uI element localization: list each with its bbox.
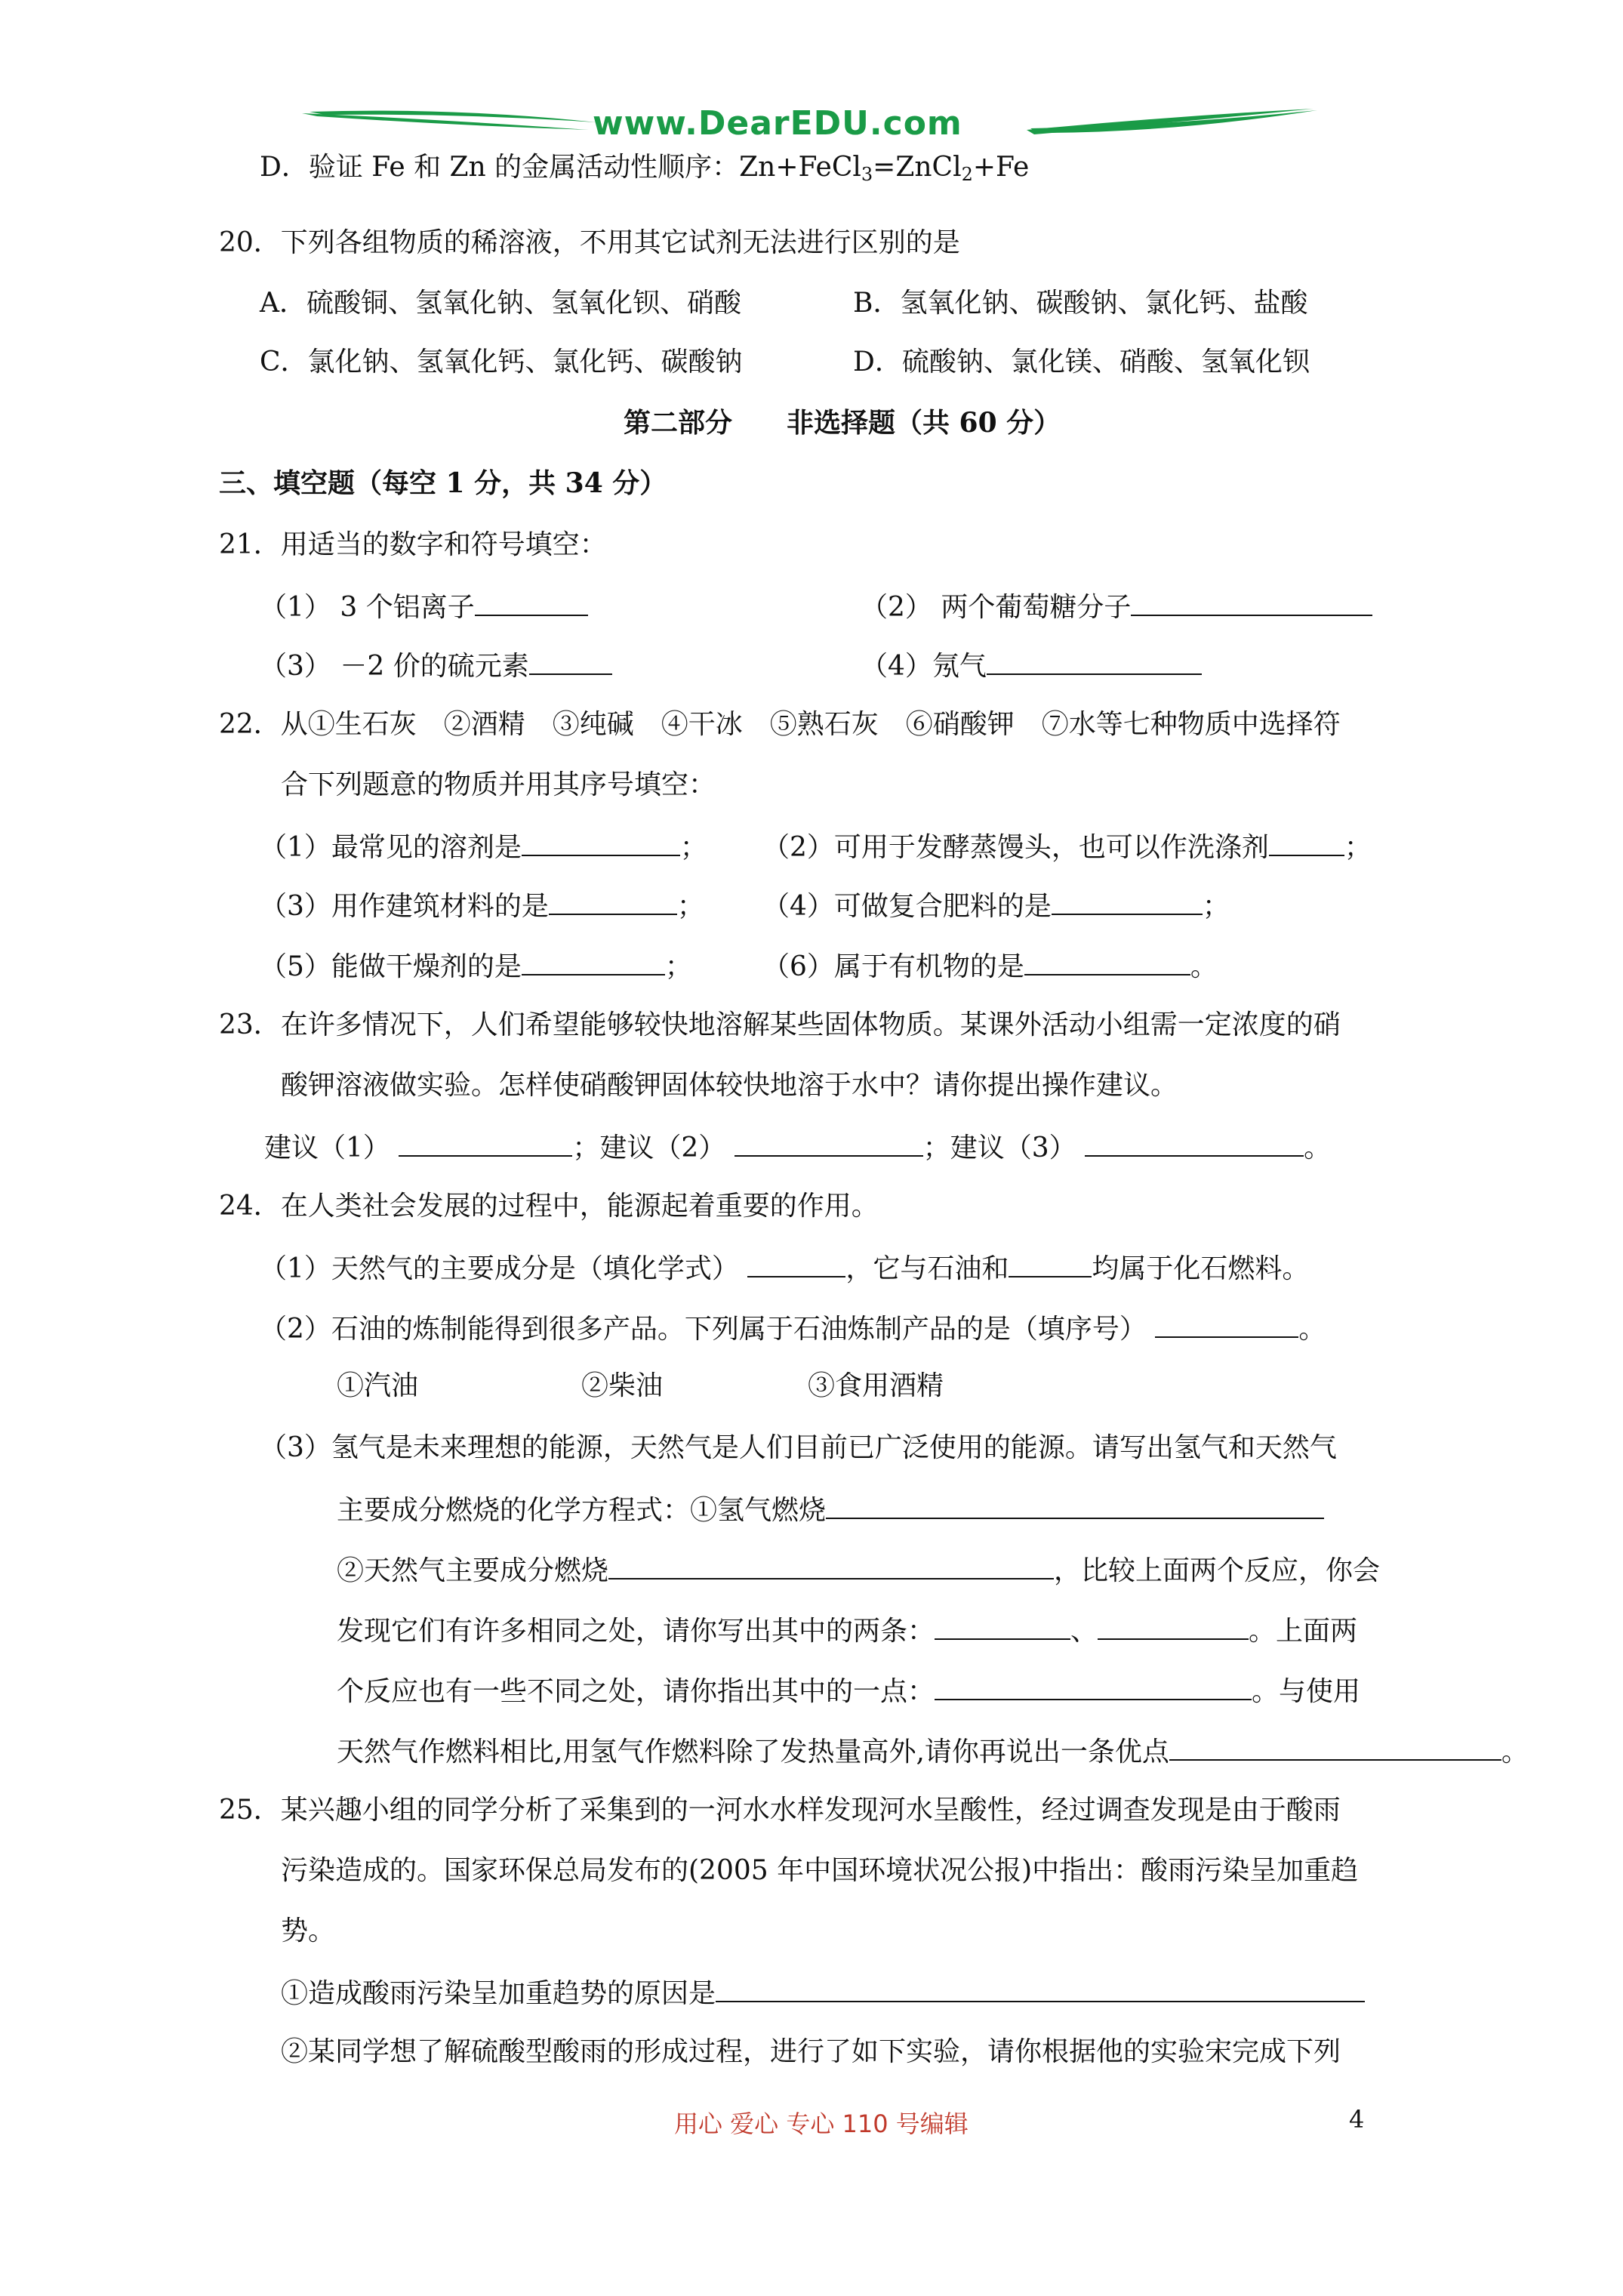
q22-p4-semi: ； — [1202, 891, 1230, 922]
q24-stem: 24．在人类社会发展的过程中，能源起着重要的作用。 — [219, 1191, 879, 1222]
q24-p3-line4b: 、 — [1070, 1616, 1098, 1647]
q21-part1 — [260, 589, 588, 624]
q24-part1 — [260, 1250, 1309, 1286]
q22-p2-label: （2）可用于发酵蒸馒头，也可以作洗涤剂 — [762, 832, 1269, 863]
q22-p5-semi: ； — [664, 951, 692, 982]
section-three-title: 三、填空题（每空 1 分，共 34 分） — [219, 467, 667, 499]
q22-part2 — [762, 829, 1372, 864]
q22-p6-period: 。 — [1190, 951, 1218, 982]
part-two-title: 第二部分 非选择题（共 60 分） — [624, 407, 1061, 439]
q19d-sub1: 3 — [861, 164, 873, 185]
q22-p4-label: （4）可做复合肥料的是 — [762, 891, 1052, 922]
q24-methane-equation-blank[interactable] — [608, 1552, 1054, 1579]
q23-line1: 23．在许多情况下，人们希望能够较快地溶解某些固体物质。某课外活动小组需一定浓度的硝 — [219, 1009, 1341, 1040]
q23-s2-blank[interactable] — [735, 1130, 923, 1157]
q21-part4 — [861, 648, 1202, 683]
q23-s3-label: ；建议（3） — [922, 1133, 1076, 1163]
q24-part3-line4 — [337, 1613, 1357, 1648]
q22-p2-blank[interactable] — [1269, 829, 1344, 856]
q24-part3-line1: （3）氢气是未来理想的能源，天然气是人们目前已广泛使用的能源。请写出氢气和天然气 — [260, 1432, 1337, 1463]
q23-s3-blank[interactable] — [1085, 1130, 1304, 1157]
q20-stem: 20．下列各组物质的稀溶液，不用其它试剂无法进行区别的是 — [219, 227, 960, 258]
q24-p3-line3a: ②天然气主要成分燃烧 — [337, 1555, 609, 1586]
q22-p5-blank[interactable] — [522, 948, 665, 975]
q20-option-c: C．氯化钠、氢氧化钙、氯化钙、碳酸钠 — [260, 347, 743, 378]
q24-p2-blank[interactable] — [1155, 1311, 1298, 1338]
q21-part3 — [260, 648, 612, 683]
q22-p3-blank[interactable] — [549, 888, 677, 915]
q22-part4 — [762, 888, 1230, 923]
q23-suggestions — [264, 1130, 1331, 1165]
q24-p3-line3b: ，比较上面两个反应，你会 — [1054, 1555, 1381, 1586]
q24-p3-period: 。 — [1501, 1737, 1529, 1767]
q24-p1-blank2[interactable] — [1009, 1250, 1092, 1277]
q21-p1-label: （1） 3 个铝离子 — [260, 592, 475, 623]
q22-stem-line2: 合下列题意的物质并用其序号填空： — [281, 769, 716, 800]
q22-p4-blank[interactable] — [1052, 888, 1203, 915]
q24-option-1: ①汽油 — [337, 1370, 419, 1401]
q25-q1-blank[interactable] — [716, 1975, 1365, 2002]
q22-part3 — [260, 888, 704, 923]
q19d-sub2: 2 — [961, 164, 973, 185]
q24-similarity-blank-2[interactable] — [1098, 1613, 1249, 1640]
q22-part6 — [762, 948, 1218, 984]
q23-s1-blank[interactable] — [399, 1130, 572, 1157]
q24-advantage-blank[interactable] — [1169, 1734, 1501, 1761]
q22-p1-semi: ； — [679, 832, 707, 863]
q25-line3: 势。 — [281, 1915, 336, 1946]
q24-p3-line4c: 。上面两 — [1249, 1616, 1358, 1647]
q21-p1-blank[interactable] — [475, 589, 588, 616]
q24-p3-line5b: 。与使用 — [1252, 1676, 1361, 1707]
q21-p3-label: （3） －2 价的硫元素 — [260, 651, 529, 682]
q20-option-b: B．氢氧化钠、碳酸钠、氯化钙、盐酸 — [853, 288, 1308, 319]
q24-part3-line6 — [337, 1734, 1529, 1769]
page-number: 4 — [1349, 2105, 1365, 2134]
q24-p3-line6-text: 天然气作燃料相比,用氢气作燃料除了发热量高外,请你再说出一条优点 — [337, 1737, 1169, 1767]
q22-p6-blank[interactable] — [1024, 948, 1190, 975]
q21-stem: 21．用适当的数字和符号填空： — [219, 529, 607, 560]
q24-part3-line5 — [337, 1673, 1360, 1709]
site-logo-text: www.DearEDU.com — [593, 104, 962, 143]
q25-question2: ②某同学想了解硫酸型酸雨的形成过程，进行了如下实验，请你根据他的实验宋完成下列 — [281, 2036, 1341, 2067]
q21-p4-blank[interactable] — [987, 648, 1202, 675]
q22-part1 — [260, 829, 707, 864]
q23-s2-label: ；建议（2） — [572, 1133, 726, 1163]
q25-q1-text: ①造成酸雨污染呈加重趋势的原因是 — [281, 1978, 716, 2009]
q21-p4-label: （4）氖气 — [861, 651, 987, 682]
site-header-banner — [302, 100, 1321, 154]
q22-p1-blank[interactable] — [522, 829, 680, 856]
q23-s1-label: 建议（1） — [264, 1133, 390, 1163]
q21-p3-blank[interactable] — [529, 648, 612, 675]
q25-line1: 25．某兴趣小组的同学分析了采集到的一河水水样发现河水呈酸性，经过调查发现是由于酸雨 — [219, 1795, 1341, 1826]
q24-p3-line5a: 个反应也有一些不同之处，请你指出其中的一点： — [337, 1676, 935, 1707]
footer-text: 用心 爱心 专心 110 号编辑 — [674, 2110, 969, 2138]
q19d-text: D．验证 Fe 和 Zn 的金属活动性顺序：Zn+FeCl — [260, 152, 861, 183]
q25-line2: 污染造成的。国家环保总局发布的(2005 年中国环境状况公报)中指出：酸雨污染呈加重趋 — [281, 1855, 1359, 1886]
q22-stem-line1: 22．从①生石灰 ②酒精 ③纯碱 ④干冰 ⑤熟石灰 ⑥硝酸钾 ⑦水等七种物质中选择符 — [219, 709, 1341, 740]
q24-similarity-blank-1[interactable] — [935, 1613, 1070, 1640]
q25-question1 — [281, 1975, 1365, 2011]
q24-part3-line3 — [337, 1552, 1380, 1588]
q24-p1a: （1）天然气的主要成分是（填化学式） — [260, 1253, 739, 1284]
q20-option-d: D．硫酸钠、氯化镁、硝酸、氢氧化钡 — [853, 347, 1310, 378]
q22-p3-semi: ； — [676, 891, 704, 922]
q22-part5 — [260, 948, 692, 984]
q24-option-2: ②柴油 — [581, 1370, 664, 1401]
q21-p2-blank[interactable] — [1131, 589, 1372, 616]
q22-p3-label: （3）用作建筑材料的是 — [260, 891, 549, 922]
q19d-mid: =ZnCl — [873, 152, 962, 183]
q24-difference-blank[interactable] — [935, 1673, 1252, 1700]
q24-p2-period: 。 — [1298, 1314, 1326, 1345]
q24-p3-line2-text: 主要成分燃烧的化学方程式：①氢气燃烧 — [337, 1495, 827, 1526]
q24-p1b: ，它与石油和 — [845, 1253, 1009, 1284]
q22-p5-label: （5）能做干燥剂的是 — [260, 951, 522, 982]
q24-hydrogen-equation-blank[interactable] — [826, 1492, 1324, 1519]
q24-p2-label: （2）石油的炼制能得到很多产品。下列属于石油炼制产品的是（填序号） — [260, 1314, 1147, 1345]
q21-part2 — [861, 589, 1372, 624]
q19-option-d — [260, 151, 1029, 184]
q20-option-a: A．硫酸铜、氢氧化钠、氢氧化钡、硝酸 — [260, 288, 741, 319]
q23-period: 。 — [1304, 1133, 1332, 1163]
q24-p3-line4a: 发现它们有许多相同之处，请你写出其中的两条： — [337, 1616, 935, 1647]
q23-line2: 酸钾溶液做实验。怎样使硝酸钾固体较快地溶于水中？请你提出操作建议。 — [281, 1070, 1178, 1101]
q24-part2 — [260, 1311, 1326, 1346]
q22-p1-label: （1）最常见的溶剂是 — [260, 832, 522, 863]
q22-p2-semi: ； — [1344, 832, 1372, 863]
q24-p1c: 均属于化石燃料。 — [1092, 1253, 1310, 1284]
q19d-end: +Fe — [972, 152, 1030, 183]
q21-p2-label: （2） 两个葡萄糖分子 — [861, 592, 1132, 623]
q24-part3-line2 — [337, 1492, 1324, 1527]
q24-p1-blank1[interactable] — [747, 1250, 845, 1277]
q22-p6-label: （6）属于有机物的是 — [762, 951, 1024, 982]
q24-option-3: ③食用酒精 — [808, 1370, 944, 1401]
